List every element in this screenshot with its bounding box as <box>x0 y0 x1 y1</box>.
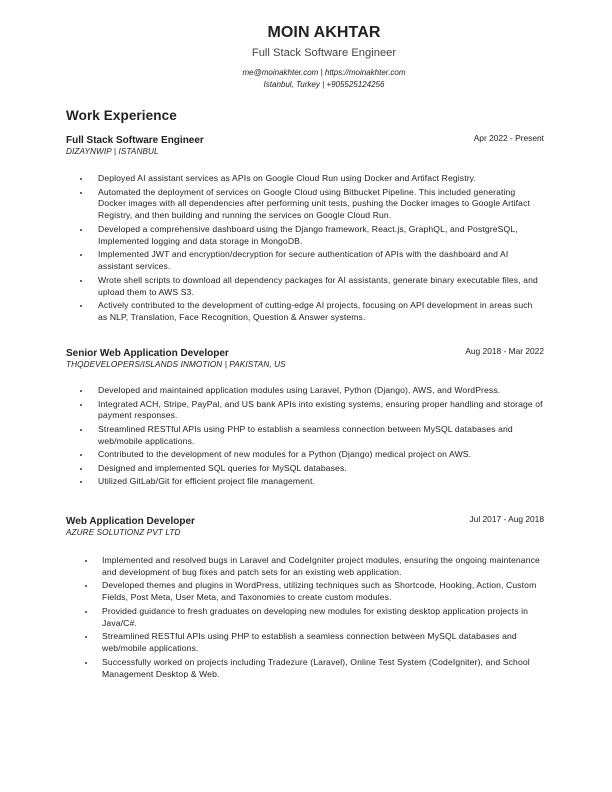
job-header <box>66 133 544 159</box>
bullet-icon <box>80 429 82 431</box>
bullet-icon <box>80 305 82 307</box>
bullet-item: Wrote shell scripts to download all dependency packages for AI assistants, generate binary executable files, and upload them to AWS S3. <box>66 275 544 299</box>
job-title: Senior Web Application Developer <box>66 348 229 359</box>
job-entry-3 <box>66 514 544 682</box>
bullet-icon <box>85 636 87 638</box>
job-company: THQDEVELOPERS/ISLANDS INMOTION | PAKISTAN, US <box>66 360 286 369</box>
job-bullets <box>66 555 544 680</box>
bullet-item: Deployed AI assistant services as APIs on Google Cloud Run using Docker and Artifact Registry. <box>66 173 544 185</box>
bullet-icon <box>85 560 87 562</box>
bullet-item: Actively contributed to the development of cutting-edge AI projects, focusing on API development in areas such as NLP, Translation, Face Recognition, Question & Answer systems. <box>66 300 544 324</box>
bullet-item: Provided guidance to fresh graduates on developing new modules for existing desktop application projects in Java/C#. <box>66 606 544 630</box>
resume-header <box>0 24 612 91</box>
bullet-item: Utilized GitLab/Git for efficient project file management. <box>66 476 544 488</box>
section-title-work-experience: Work Experience <box>66 108 177 123</box>
job-date: Aug 2018 - Mar 2022 <box>465 346 544 356</box>
job-bullets <box>66 173 544 324</box>
bullet-item: Streamlined RESTful APIs using PHP to establish a seamless connection between MySQL databases and web/mobile applications. <box>66 424 544 448</box>
job-date: Apr 2022 - Present <box>473 133 544 143</box>
bullet-icon <box>85 585 87 587</box>
bullet-item: Successfully worked on projects including Tradezure (Laravel), Online Test System (CodeIgniter), and School Management Desktop & Web. <box>66 657 544 681</box>
job-entry-1 <box>66 133 544 325</box>
bullet-item: Integrated ACH, Stripe, PayPal, and US bank APIs into existing systems, ensuring proper handling and storage of payment responses. <box>66 399 544 423</box>
candidate-title: Full Stack Software Engineer <box>251 47 397 59</box>
bullet-item: Developed and maintained application modules using Laravel, Python (Django), AWS, and WordPress. <box>66 385 544 397</box>
job-header <box>66 514 544 540</box>
bullet-icon <box>80 280 82 282</box>
bullet-icon <box>80 192 82 194</box>
contact-email-website[interactable]: me@moinakhter.com | https://moinakhter.com <box>242 68 406 77</box>
job-header <box>66 346 544 372</box>
bullet-icon <box>85 662 87 664</box>
bullet-icon <box>80 404 82 406</box>
job-title: Full Stack Software Engineer <box>66 135 204 146</box>
bullet-item: Developed a comprehensive dashboard using the Django framework, React.js, GraphQL, and PostgreSQL, Implemented logging and data storage in MongoDB. <box>66 224 544 248</box>
bullet-icon <box>80 178 82 180</box>
bullet-item: Implemented JWT and encryption/decryption for secure authentication of APIs with the dashboard and AI assistant services. <box>66 249 544 273</box>
bullet-icon <box>85 611 87 613</box>
bullet-icon <box>80 254 82 256</box>
bullet-item: Developed themes and plugins in WordPress, utilizing techniques such as Shortcode, Hooking, Action, Custom Fields, Post Meta, User Meta, and Taxonomies to create custom modules. <box>66 580 544 604</box>
bullet-item: Designed and implemented SQL queries for MySQL databases. <box>66 463 544 475</box>
bullet-icon <box>80 390 82 392</box>
job-entry-2 <box>66 346 544 490</box>
contact-location-phone: Istanbul, Turkey | +905525124256 <box>263 80 385 89</box>
bullet-item: Implemented and resolved bugs in Laravel and CodeIgniter project modules, ensuring the ongoing maintenance and development of bug fixes and patch sets for an existing web application. <box>66 555 544 579</box>
bullet-item: Contributed to the development of new modules for a Python (Django) medical project on AWS. <box>66 449 544 461</box>
job-bullets <box>66 385 544 488</box>
candidate-name: MOIN AKHTAR <box>267 24 381 41</box>
bullet-icon <box>80 468 82 470</box>
job-company: AZURE SOLUTIONZ PVT LTD <box>66 528 181 537</box>
job-title: Web Application Developer <box>66 516 195 527</box>
bullet-item: Automated the deployment of services on Google Cloud using Bitbucket Pipeline. This included generating Docker images with all dependencies after performing unit tests, pushing the Docker images to Google Artifact Registry, and then building and running the services on Google Cloud Run. <box>66 187 544 223</box>
bullet-item: Streamlined RESTful APIs using PHP to establish a seamless connection between MySQL databases and web/mobile applications. <box>66 631 544 655</box>
job-date: Jul 2017 - Aug 2018 <box>469 514 544 524</box>
bullet-icon <box>80 454 82 456</box>
bullet-icon <box>80 481 82 483</box>
job-company: DIZAYNWIP | ISTANBUL <box>66 147 159 156</box>
bullet-icon <box>80 229 82 231</box>
